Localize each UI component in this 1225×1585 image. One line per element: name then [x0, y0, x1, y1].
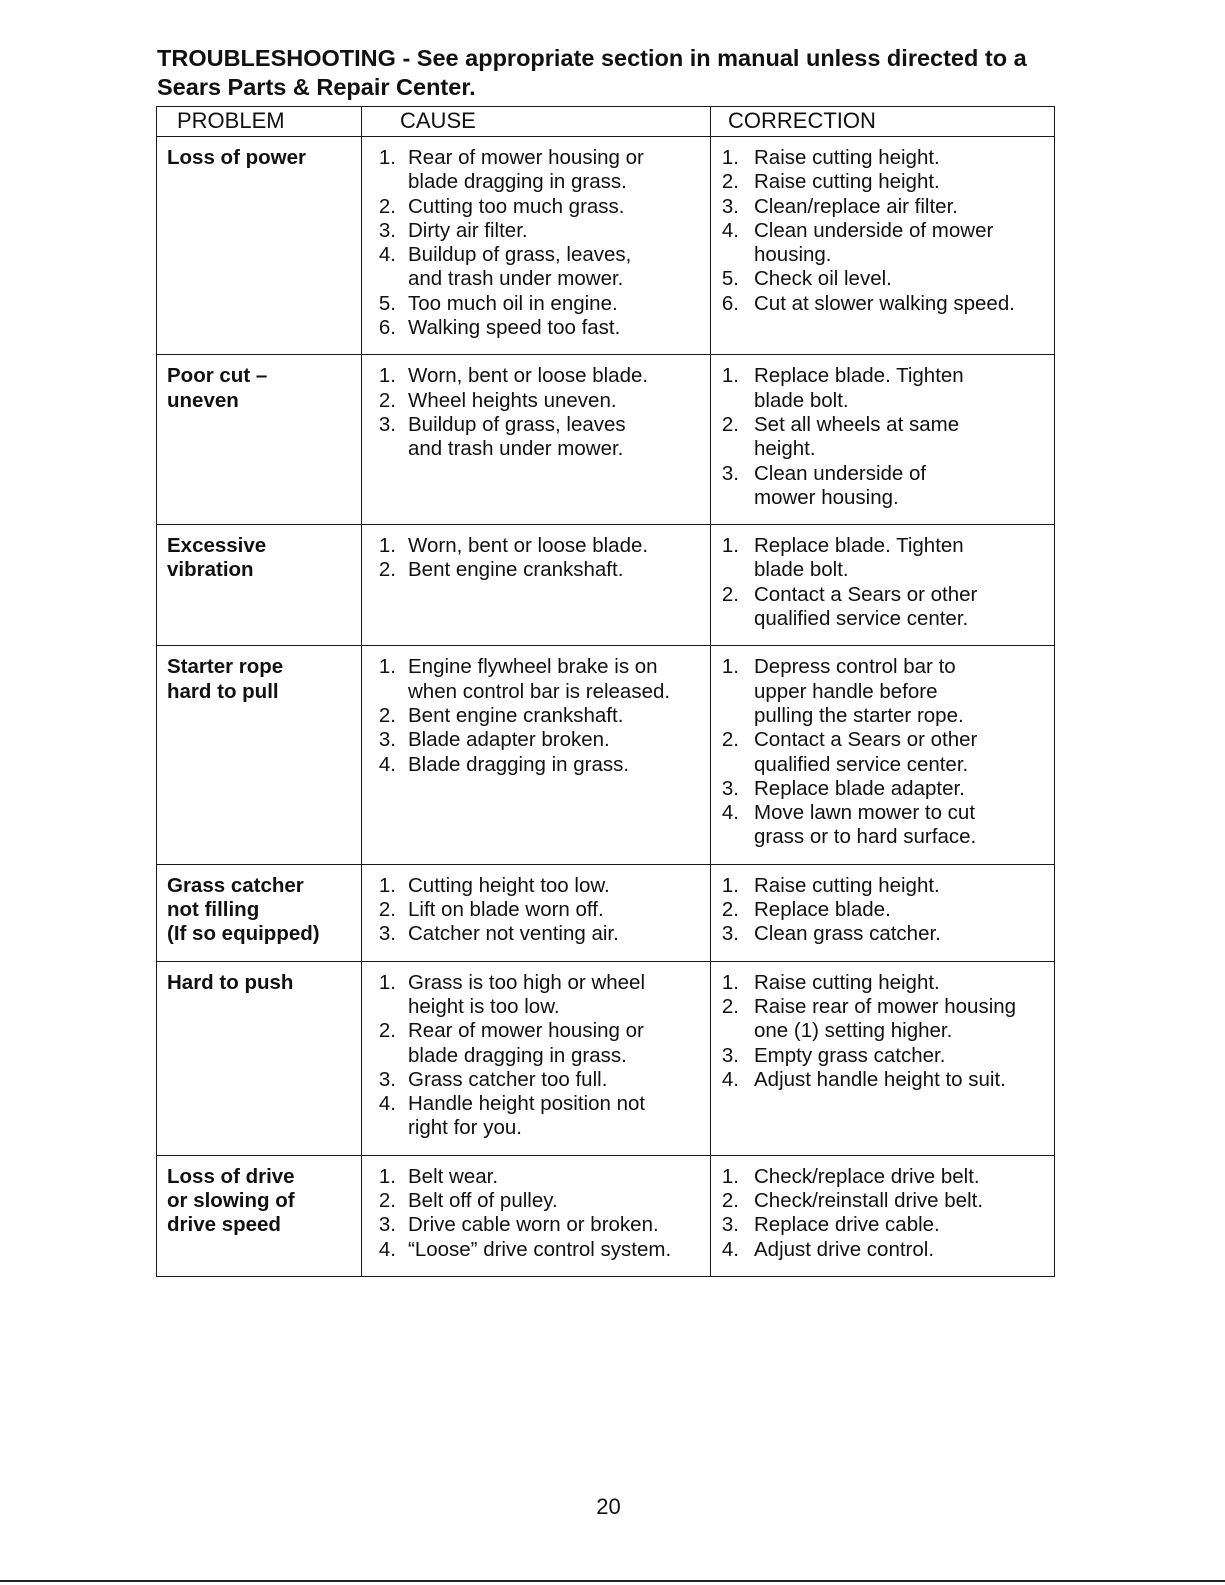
cause-cell: [362, 646, 711, 864]
troubleshooting-table: [156, 106, 1055, 1277]
problem-cell: [157, 137, 362, 355]
correction-cell: [711, 864, 1055, 961]
problem-label: Poor cut – uneven: [167, 364, 268, 412]
header-correction: CORRECTION: [711, 107, 1055, 137]
cause-item: [362, 1238, 710, 1262]
cause-item: [362, 874, 710, 898]
problem-label: Hard to push: [167, 970, 294, 994]
cause-cell: [362, 355, 711, 525]
correction-item-text: Replace blade adapter.: [754, 776, 965, 800]
correction-item-text: Check/reinstall drive belt.: [754, 1188, 984, 1212]
cause-item-number: 2.: [378, 558, 396, 582]
cause-item-number: 3.: [378, 1213, 396, 1237]
correction-item-number: 2.: [721, 412, 739, 436]
correction-item-text: Adjust drive control.: [754, 1237, 935, 1261]
cause-item-text: Buildup of grass, leaves and trash under mower.: [408, 412, 626, 461]
correction-cell: [711, 525, 1055, 646]
correction-item-number: 3.: [721, 922, 739, 946]
correction-item: [711, 655, 1054, 728]
correction-item: [711, 219, 1054, 268]
cause-cell: [362, 961, 711, 1155]
correction-item-number: 4.: [721, 1067, 739, 1091]
problem-cell: [157, 961, 362, 1155]
correction-item-text: Raise cutting height.: [754, 146, 940, 169]
cause-item-text: Engine flywheel brake is on when control bar is released.: [408, 655, 671, 703]
cause-item-text: Belt off of pulley.: [408, 1188, 558, 1212]
table-row: [157, 1155, 1055, 1276]
cause-item-number: 3.: [378, 412, 396, 436]
correction-item-number: 2.: [721, 728, 739, 752]
correction-item: [711, 170, 1054, 194]
cause-cell: [362, 1155, 711, 1276]
table-row: [157, 525, 1055, 646]
correction-item: [711, 364, 1054, 413]
correction-item-number: 1.: [721, 146, 739, 169]
cause-item: [362, 413, 710, 462]
cause-item: [362, 1068, 710, 1092]
correction-item-text: Clean/replace air filter.: [754, 194, 958, 218]
cause-item-text: Grass catcher too full.: [408, 1067, 608, 1091]
cause-item: [362, 292, 710, 316]
correction-item-text: Adjust handle height to suit.: [754, 1067, 1006, 1091]
correction-item-text: Empty grass catcher.: [754, 1043, 946, 1067]
cause-item-number: 2.: [378, 898, 396, 922]
correction-cell: [711, 355, 1055, 525]
cause-item-text: Dirty air filter.: [408, 218, 528, 242]
cause-item: [362, 558, 710, 582]
correction-item-number: 1.: [721, 873, 739, 897]
cause-item-text: Bent engine crankshaft.: [408, 558, 624, 582]
header-cause: CAUSE: [362, 107, 711, 137]
header-problem: PROBLEM: [157, 107, 362, 137]
correction-item-number: 4.: [721, 801, 739, 825]
cause-cell: [362, 525, 711, 646]
correction-item-text: Clean underside of mower housing.: [754, 461, 927, 509]
cause-cell: [362, 137, 711, 355]
cause-item: [362, 243, 710, 292]
correction-item-number: 2.: [721, 898, 739, 922]
correction-item: [711, 898, 1054, 922]
cause-item-number: 3.: [378, 728, 396, 752]
page-title: TROUBLESHOOTING - See appropriate section in manual unless directed to a Sears Parts & Repair Center.: [157, 45, 1027, 100]
correction-item: [711, 1165, 1054, 1189]
cause-item-text: Lift on blade worn off.: [408, 898, 604, 922]
cause-item-number: 3.: [378, 1067, 396, 1091]
problem-cell: [157, 864, 362, 961]
problem-cell: [157, 355, 362, 525]
correction-item: [711, 1238, 1054, 1262]
cause-item-text: Drive cable worn or broken.: [408, 1213, 659, 1237]
cause-item: [362, 364, 710, 388]
cause-item: [362, 1165, 710, 1189]
correction-item: [711, 922, 1054, 946]
correction-item: [711, 195, 1054, 219]
table-body: [157, 137, 1055, 1277]
correction-item-text: Replace blade. Tighten blade bolt.: [754, 534, 964, 582]
cause-item: [362, 1189, 710, 1213]
page-number: 20: [596, 1494, 621, 1519]
cause-item-number: 2.: [378, 703, 396, 727]
correction-item: [711, 1189, 1054, 1213]
cause-cell: [362, 864, 711, 961]
cause-item-number: 1.: [378, 970, 396, 994]
correction-item-text: Clean grass catcher.: [754, 922, 941, 946]
cause-item-number: 2.: [378, 194, 396, 218]
correction-item-text: Contact a Sears or other qualified service center.: [754, 582, 978, 631]
correction-item-number: 2.: [721, 170, 739, 194]
cause-item-number: 2.: [378, 1019, 396, 1043]
cause-item-text: Too much oil in engine.: [408, 291, 618, 315]
correction-item: [711, 146, 1054, 170]
correction-item: [711, 292, 1054, 316]
correction-item-number: 1.: [721, 1164, 739, 1188]
cause-item: [362, 971, 710, 1020]
correction-item: [711, 267, 1054, 291]
correction-item-text: Replace drive cable.: [754, 1213, 940, 1237]
cause-item-number: 4.: [378, 752, 396, 776]
correction-item-number: 1.: [721, 364, 739, 388]
cause-item: [362, 898, 710, 922]
cause-item-text: Handle height position not right for you.: [408, 1092, 646, 1140]
correction-item-text: Move lawn mower to cut grass or to hard surface.: [754, 801, 977, 849]
correction-item-number: 3.: [721, 194, 739, 218]
bottom-rule: [0, 1580, 1225, 1582]
correction-item: [711, 874, 1054, 898]
correction-cell: [711, 961, 1055, 1155]
cause-item: [362, 728, 710, 752]
correction-item-text: Check oil level.: [754, 267, 892, 291]
cause-item: [362, 1213, 710, 1237]
cause-item-text: Belt wear.: [408, 1164, 499, 1188]
cause-item: [362, 1019, 710, 1068]
correction-item-text: Raise cutting height.: [754, 970, 940, 994]
cause-item: [362, 389, 710, 413]
correction-item: [711, 971, 1054, 995]
cause-item-text: Wheel heights uneven.: [408, 388, 617, 412]
table-row: [157, 137, 1055, 355]
cause-item-number: 1.: [378, 1164, 396, 1188]
cause-item-text: Bent engine crankshaft.: [408, 703, 624, 727]
cause-item-number: 1.: [378, 873, 396, 897]
correction-cell: [711, 137, 1055, 355]
cause-item-text: Grass is too high or wheel height is too low.: [408, 970, 646, 1018]
correction-item-text: Raise cutting height.: [754, 873, 940, 897]
correction-item-text: Replace blade.: [754, 898, 891, 922]
correction-item: [711, 1044, 1054, 1068]
problem-label: Grass catcher not filling (If so equipped): [167, 873, 320, 946]
correction-item-number: 3.: [721, 776, 739, 800]
correction-item-number: 4.: [721, 218, 739, 242]
correction-item-number: 4.: [721, 1237, 739, 1261]
cause-item-text: Cutting too much grass.: [408, 194, 625, 218]
cause-item: [362, 922, 710, 946]
cause-item-number: 4.: [378, 243, 396, 267]
cause-item-number: 6.: [378, 316, 396, 340]
correction-item-text: Clean underside of mower housing.: [754, 218, 994, 267]
cause-item: [362, 1092, 710, 1141]
table-header-row: [157, 107, 1055, 137]
cause-item: [362, 655, 710, 704]
table-row: [157, 646, 1055, 864]
correction-item-text: Set all wheels at same height.: [754, 412, 960, 461]
correction-item: [711, 1213, 1054, 1237]
cause-item-number: 3.: [378, 922, 396, 946]
cause-item-text: Worn, bent or loose blade.: [408, 364, 649, 388]
correction-item-text: Replace blade. Tighten blade bolt.: [754, 364, 964, 412]
correction-item-number: 5.: [721, 267, 739, 291]
problem-cell: [157, 525, 362, 646]
correction-item: [711, 777, 1054, 801]
cause-item-number: 2.: [378, 1188, 396, 1212]
cause-item-text: Rear of mower housing or blade dragging in grass.: [408, 146, 644, 194]
correction-item-number: 1.: [721, 970, 739, 994]
correction-item: [711, 413, 1054, 462]
cause-item-text: Rear of mower housing or blade dragging in grass.: [408, 1019, 644, 1067]
correction-item: [711, 583, 1054, 632]
cause-item-number: 4.: [378, 1092, 396, 1116]
cause-item: [362, 704, 710, 728]
table-row: [157, 864, 1055, 961]
cause-item-text: Cutting height too low.: [408, 873, 610, 897]
cause-item: [362, 753, 710, 777]
cause-item-number: 1.: [378, 534, 396, 558]
problem-label: Excessive vibration: [167, 534, 267, 582]
correction-item-number: 3.: [721, 1213, 739, 1237]
correction-item-number: 2.: [721, 994, 739, 1018]
correction-item-number: 2.: [721, 1188, 739, 1212]
cause-item-text: Blade adapter broken.: [408, 728, 610, 752]
cause-item: [362, 219, 710, 243]
correction-item-number: 1.: [721, 655, 739, 679]
correction-item: [711, 801, 1054, 850]
cause-item-number: 5.: [378, 291, 396, 315]
cause-item: [362, 146, 710, 195]
correction-item-number: 3.: [721, 1043, 739, 1067]
table-row: [157, 961, 1055, 1155]
correction-item-number: 2.: [721, 582, 739, 606]
cause-item-text: Blade dragging in grass.: [408, 752, 630, 776]
problem-cell: [157, 646, 362, 864]
cause-item-number: 2.: [378, 388, 396, 412]
cause-item-number: 1.: [378, 655, 396, 679]
cause-item-text: Buildup of grass, leaves, and trash under mower.: [408, 243, 632, 291]
correction-item-number: 3.: [721, 461, 739, 485]
cause-item-number: 4.: [378, 1237, 396, 1261]
correction-item-text: Cut at slower walking speed.: [754, 291, 1015, 315]
cause-item-text: Worn, bent or loose blade.: [408, 534, 649, 558]
correction-item: [711, 728, 1054, 777]
correction-item-text: Raise cutting height.: [754, 170, 940, 194]
correction-cell: [711, 646, 1055, 864]
cause-item-number: 3.: [378, 218, 396, 242]
correction-item: [711, 1068, 1054, 1092]
cause-item-number: 1.: [378, 364, 396, 388]
cause-item-number: 1.: [378, 146, 396, 169]
problem-cell: [157, 1155, 362, 1276]
correction-item: [711, 462, 1054, 511]
correction-item-text: Check/replace drive belt.: [754, 1164, 980, 1188]
table-row: [157, 355, 1055, 525]
cause-item-text: Walking speed too fast.: [408, 316, 621, 340]
problem-label: Loss of drive or slowing of drive speed: [167, 1164, 295, 1237]
correction-item: [711, 995, 1054, 1044]
cause-item: [362, 195, 710, 219]
cause-item: [362, 316, 710, 340]
problem-label: Starter rope hard to pull: [167, 655, 284, 703]
correction-item-text: Depress control bar to upper handle before pulling the starter rope.: [754, 655, 964, 727]
cause-item: [362, 534, 710, 558]
cause-item-text: “Loose” drive control system.: [408, 1237, 672, 1261]
correction-item: [711, 534, 1054, 583]
correction-item-number: 6.: [721, 291, 739, 315]
problem-label: Loss of power: [167, 146, 306, 169]
cause-item-text: Catcher not venting air.: [408, 922, 619, 946]
correction-item-text: Contact a Sears or other qualified service center.: [754, 728, 978, 776]
correction-item-text: Raise rear of mower housing one (1) setting higher.: [754, 994, 1017, 1043]
correction-item-number: 1.: [721, 534, 739, 558]
correction-cell: [711, 1155, 1055, 1276]
